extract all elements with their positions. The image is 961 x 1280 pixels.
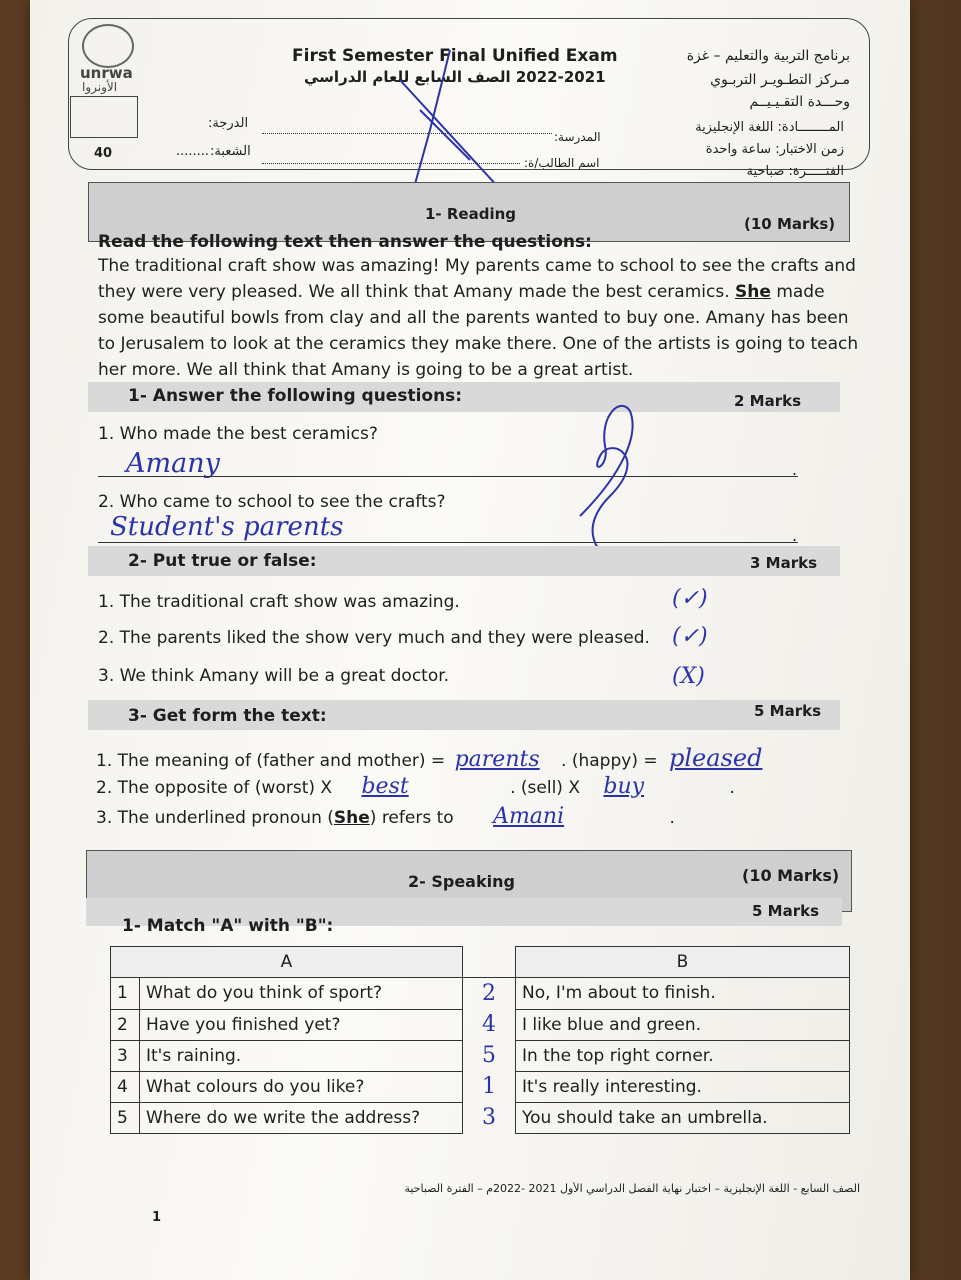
header-right-line2: مـركز التطـويـر التربـوي [710, 72, 850, 88]
row-a: It's raining. [140, 1040, 463, 1071]
q1-heading: 1- Answer the following questions: [128, 386, 463, 406]
q3-answer-parents: parents [454, 747, 540, 772]
period-label: الفتـــــرة: صباحية [746, 164, 844, 179]
passage-line-3: some beautiful bowls from clay and all the parents wanted to buy one. Amany has been [98, 308, 849, 328]
passage-line-2 [98, 282, 825, 302]
q2-item-1: 1. The traditional craft show was amazing. [98, 592, 460, 612]
q2-heading: 2- Put true or false: [128, 551, 317, 571]
grade-box [70, 96, 138, 138]
row-b: You should take an umbrella. [516, 1102, 850, 1133]
col-b-header: B [516, 947, 850, 978]
row-a: Where do we write the address? [140, 1102, 463, 1133]
q2-answer-2: (✓) [672, 624, 708, 649]
passage-made: made [776, 282, 825, 302]
row-num: 1 [111, 978, 140, 1010]
q1-marks: 2 Marks [734, 392, 802, 410]
q3-line-3b: ) refers to [369, 808, 454, 828]
q3-line-1b: . (happy) = [561, 751, 658, 771]
unrwa-logo-arabic: الأونروا [82, 80, 118, 94]
unrwa-logo-text: unrwa [80, 64, 133, 82]
unrwa-logo-icon [82, 24, 134, 68]
match-heading: 1- Match "A" with "B": [122, 916, 334, 936]
speaking-heading: 2- Speaking [408, 872, 515, 891]
total-marks: 40 [94, 146, 113, 161]
exam-paper [30, 0, 910, 1280]
row-answer: 4 [482, 1012, 496, 1037]
q2-answer-3: (X) [672, 664, 705, 689]
q2-marks: 3 Marks [750, 554, 818, 572]
q3-line-3-period: . [669, 808, 675, 828]
section-label: الشعبة: [210, 144, 251, 159]
q3-line-3 [96, 804, 675, 829]
q3-line-1 [96, 744, 762, 772]
page-number: 1 [152, 1210, 162, 1225]
subject-label: المــــــــادة: اللغة الإنجليزية [695, 120, 844, 135]
q3-line-3a: 3. The underlined pronoun ( [96, 808, 334, 828]
row-a: What colours do you like? [140, 1071, 463, 1102]
row-num: 3 [111, 1040, 140, 1071]
q1-answer-2-line [98, 542, 798, 543]
reading-marks: (10 Marks) [744, 215, 836, 233]
row-a: Have you finished yet? [140, 1009, 463, 1040]
row-answer: 3 [482, 1105, 496, 1130]
exam-subtitle: 2022-2021 الصف السابع للعام الدراسي [304, 68, 606, 86]
q3-line-2a: 2. The opposite of (worst) X [96, 778, 333, 798]
row-num: 5 [111, 1102, 140, 1133]
q2-item-3: 3. We think Amany will be a great doctor. [98, 666, 450, 686]
grade-label: الدرجة: [208, 116, 249, 131]
col-a-header: A [111, 947, 463, 978]
q1-question-1: 1. Who made the best ceramics? [98, 424, 378, 444]
match-row [111, 1009, 850, 1040]
exam-title: First Semester Final Unified Exam [292, 46, 618, 66]
q3-line-2-period: . [729, 778, 735, 798]
footer-text: الصف السابع - اللغة الإنجليزية – اختبار نهاية الفصل الدراسي الأول 2021 -2022م – الفترة الصباحية [404, 1182, 860, 1195]
duration-label: زمن الاختبار: ساعة واحدة [705, 142, 844, 157]
q1-answer-1-line [98, 476, 798, 477]
q3-heading: 3- Get form the text: [128, 706, 327, 726]
student-label: اسم الطالب/ة: [524, 156, 600, 170]
match-table [110, 946, 850, 1134]
row-answer: 5 [482, 1043, 496, 1068]
q1-answer-2: Student's parents [110, 512, 344, 542]
row-b: I like blue and green. [516, 1009, 850, 1040]
header-right-line1: برنامج التربية والتعليم – غزة [686, 48, 850, 64]
section-dots: ........ [176, 144, 210, 159]
q1-answer-1: Amany [126, 448, 220, 479]
q2-item-2: 2. The parents liked the show very much and they were pleased. [98, 628, 650, 648]
row-b: In the top right corner. [516, 1040, 850, 1071]
row-b: It's really interesting. [516, 1071, 850, 1102]
q3-line-2 [96, 774, 735, 799]
q3-marks: 5 Marks [754, 702, 822, 720]
q3-answer-best: best [361, 774, 409, 799]
passage-line-1: The traditional craft show was amazing! My parents came to school to see the crafts and [98, 256, 856, 276]
passage-line-2-text: they were very pleased. We all think that Amany made the best ceramics. [98, 282, 730, 302]
q3-she: She [333, 808, 370, 828]
q1-answer-1-period: . [792, 460, 798, 479]
q3-line-1a: 1. The meaning of (father and mother) = [96, 751, 446, 771]
reading-instruction: Read the following text then answer the questions: [98, 232, 592, 252]
match-marks: 5 Marks [752, 902, 820, 920]
row-answer: 2 [482, 981, 496, 1006]
passage-line-4: to Jerusalem to look at the ceramics they make there. One of the artists is going to teach [98, 334, 859, 354]
match-header-row [111, 947, 850, 978]
row-num: 4 [111, 1071, 140, 1102]
answer-col-header [463, 947, 516, 978]
row-a: What do you think of sport? [140, 978, 463, 1010]
match-row [111, 1102, 850, 1133]
reading-heading: 1- Reading [425, 205, 517, 223]
q2-answer-1: (✓) [672, 586, 708, 611]
speaking-marks: (10 Marks) [742, 866, 840, 885]
q3-line-2b: . (sell) X [510, 778, 580, 798]
q3-answer-amani: Amani [493, 804, 565, 829]
row-b: No, I'm about to finish. [516, 978, 850, 1010]
q3-answer-pleased: pleased [669, 744, 763, 772]
row-num: 2 [111, 1009, 140, 1040]
match-row [111, 1040, 850, 1071]
school-label: المدرسة: [554, 130, 601, 144]
q1-question-2: 2. Who came to school to see the crafts? [98, 492, 446, 512]
header-right-line3: وحـــدة التقـيـيــم [749, 94, 850, 110]
passage-she: She [735, 282, 771, 302]
q3-answer-buy: buy [603, 774, 645, 799]
row-answer: 1 [482, 1074, 496, 1099]
q1-answer-2-period: . [792, 526, 798, 545]
passage-line-5: her more. We all think that Amany is going to be a great artist. [98, 360, 634, 380]
match-row [111, 1071, 850, 1102]
match-row [111, 978, 850, 1010]
